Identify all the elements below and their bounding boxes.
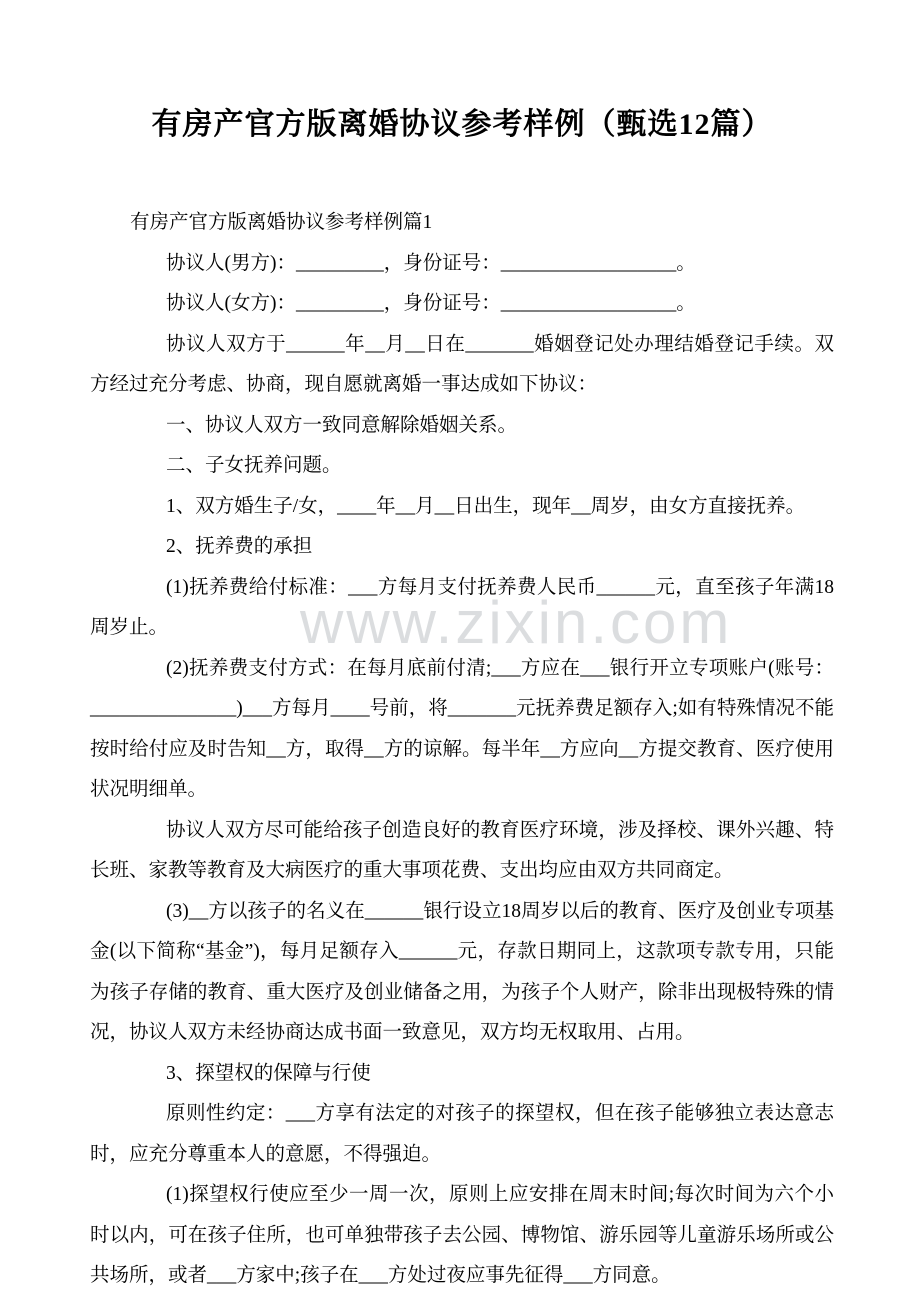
paragraph: 一、协议人双方一致同意解除婚姻关系。: [166, 414, 518, 436]
paragraph: (3)__方以孩子的名义在______银行设立18周岁以后的教育、医疗及创业专项基金(以下简称“基金”)，每月足额存入______元，存款日期同上，这款项专款专用，只能为孩子存储的教育、重大医疗及创业储备之用，为孩子个人财产，除非出现极特殊的情况，协议人双方未经协商达成书面一致意见，双方均无权取用、占用。: [90, 900, 834, 1043]
paragraph: 有房产官方版离婚协议参考样例篇1: [130, 212, 433, 233]
paragraph: (1)抚养费给付标准：___方每月支付抚养费人民币______元，直至孩子年满18周岁止。: [90, 576, 834, 638]
watermark: www.zixin.com: [300, 589, 733, 656]
paragraph: 协议人(男方)：_________，身份证号：__________________。: [166, 252, 696, 274]
document-title: 有房产官方版离婚协议参考样例（甄选12篇）: [151, 108, 773, 141]
paragraph: 2、抚养费的承担: [166, 536, 313, 557]
paragraph: (2)抚养费支付方式：在每月底前付清;___方应在___银行开立专项账户(账号：_______________)___方每月____号前，将_______元抚养费足额存入;如有特殊情况不能按时给付应及时告知__方，取得__方的谅解。每半年__方应向__方提交教育、医疗使用状况明细单。: [90, 657, 834, 800]
paragraph: 协议人双方尽可能给孩子创造良好的教育医疗环境，涉及择校、课外兴趣、特长班、家教等教育及大病医疗的重大事项花费、支出均应由双方共同商定。: [90, 819, 834, 881]
paragraph: 二、子女抚养问题。: [166, 455, 342, 476]
paragraph: (1)探望权行使应至少一周一次，原则上应安排在周末时间;每次时间为六个小时以内，可在孩子住所，也可单独带孩子去公园、博物馆、游乐园等儿童游乐场所或公共场所，或者___方家中;孩子在___方处过夜应事先征得___方同意。: [90, 1184, 834, 1286]
paragraph: 协议人(女方)：_________，身份证号：__________________。: [166, 293, 696, 314]
paragraph: 1、双方婚生子/女，____年__月__日出生，现年__周岁，由女方直接抚养。: [166, 495, 806, 517]
paragraph: 协议人双方于______年__月__日在_______婚姻登记处办理结婚登记手续。双方经过充分考虑、协商，现自愿就离婚一事达成如下协议：: [90, 333, 834, 395]
paragraph: 3、探望权的保障与行使: [166, 1062, 371, 1084]
paragraph: 原则性约定：___方享有法定的对孩子的探望权，但在孩子能够独立表达意志时，应充分尊重本人的意愿，不得强迫。: [90, 1103, 834, 1165]
